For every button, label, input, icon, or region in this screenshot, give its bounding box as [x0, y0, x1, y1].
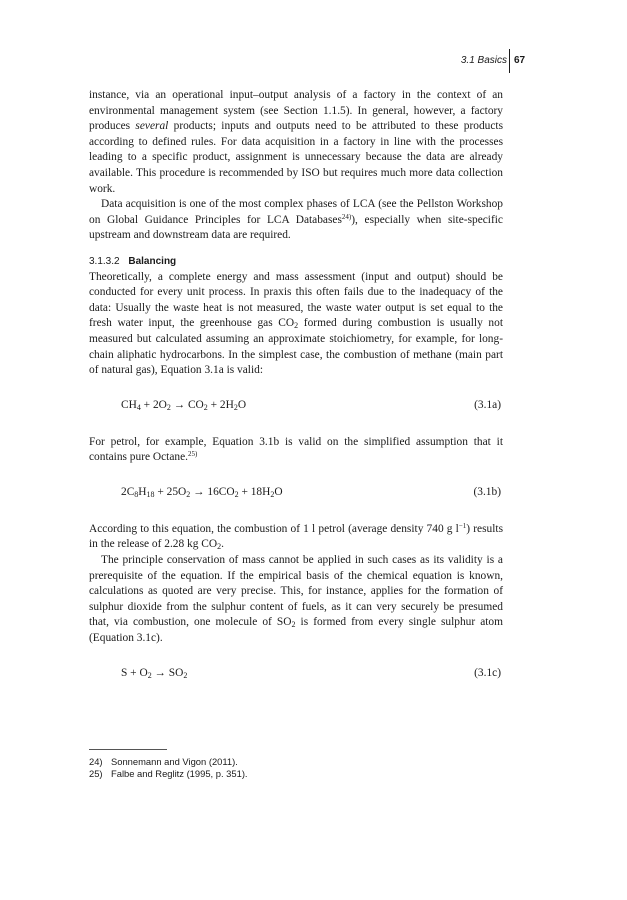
paragraph: The principle conservation of mass cannot be applied in such cases as its validity is a prerequisite of the equation. If the empirical basis of the chemical equation is known, calculations as quoted are very precise. This, for instance, applies for the formation of sulphur dioxide from the sulphur content of fuels, as it can very securely be presumed that, via combustion, one molecule of $SO_2$ is formed from every single sulphur atom (Equation 3.1c).: [89, 554, 503, 645]
footnote-divider: [89, 749, 167, 750]
footnote: 25) Falbe and Reglitz (1995, p. 351).: [89, 768, 248, 779]
paragraph: For petrol, for example, Equation 3.1b is valid on the simplified assumption that it contains pure Octane.$^{25)}$: [89, 435, 503, 464]
equation-formula: $2C_8H_{18} + 25O_2 \to 16CO_2 + 18H_2O$: [121, 485, 283, 499]
header-separator: [509, 49, 510, 73]
paragraph: instance, via an operational input–output analysis of a factory in the context of an environmental management system (see Section 1.1.5). In general, however, a factory produces several products; inputs and outputs need to be attributed to these products according to defined rules. For data acquisition in a factory in line with the processes leading to a specific product, assignment is unnecessary because the data are already available. This procedure is recommended by ISO but requires much more data collection work.: [89, 89, 504, 195]
paragraph: Theoretically, a complete energy and mass assessment (input and output) should be conducted for every unit process. In praxis this often fails due to the inadequacy of the data: Usually the waste heat is not measured, the waste water output is set equal to the fresh water input, the greenhouse gas $CO_2$ formed during combustion is usually not measured but calculated assuming an approximate stoichiometry, for example, for long-chain aliphatic hydrocarbons. In the simplest case, the combustion of methane (main part of natural gas), Equation 3.1a is valid:: [89, 270, 503, 377]
equation-label: (3.1b): [473, 485, 501, 498]
footnote-ref: 24): [341, 212, 352, 221]
section-heading: [89, 254, 503, 270]
body-text: [89, 88, 503, 703]
footnote: 24) Sonnemann and Vigon (2011).: [89, 756, 238, 767]
equation-3-1c: [89, 666, 503, 682]
running-title: 3.1 Basics: [460, 55, 507, 66]
section-title: Balancing: [128, 255, 177, 267]
paragraph: According to this equation, the combustion of 1 l petrol (average density 740 g $l^{-1}$) results in the release of 2.28 kg $CO_2$.: [89, 521, 503, 552]
footnote-ref: 25): [188, 450, 198, 459]
equation-label: (3.1c): [474, 666, 501, 679]
footnotes: [89, 756, 248, 780]
equation-label: (3.1a): [474, 398, 501, 411]
paragraph: Data acquisition is one of the most complex phases of LCA (see the Pellston Workshop on Global Guidance Principles for LCA Databases$^{24)}$), especially when site-specific upstream and downstream data are required.: [89, 198, 503, 242]
section-number: 3.1.3.2: [89, 255, 120, 267]
page-number: 67: [514, 55, 526, 66]
equation-3-1a: [89, 398, 503, 414]
equation-formula: $CH_4 + 2O_2 \to CO_2 + 2H_2O$: [121, 398, 247, 412]
equation-3-1b: [89, 485, 503, 501]
page-header: [0, 49, 627, 75]
equation-formula: $S + O_2 \to SO_2$: [121, 666, 188, 680]
